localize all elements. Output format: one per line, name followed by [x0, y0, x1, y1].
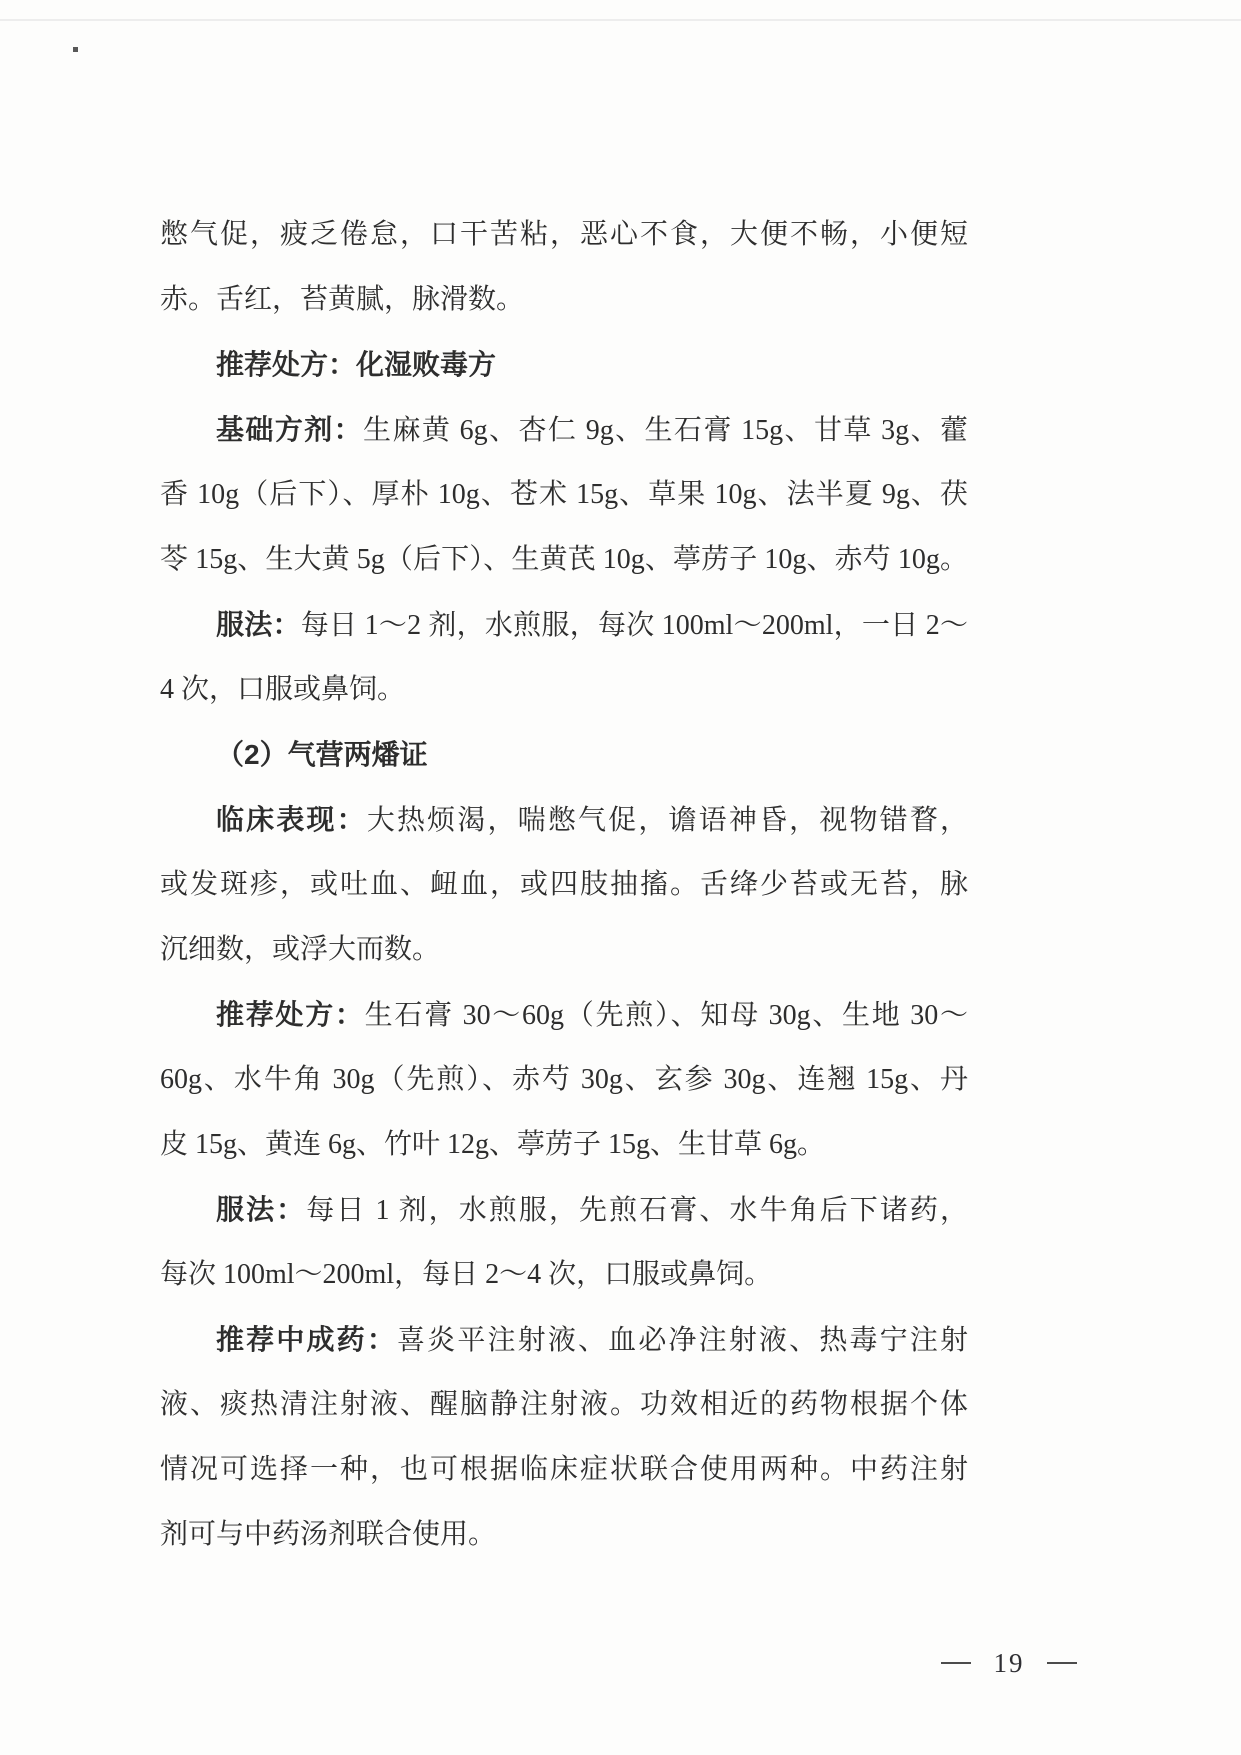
- text-line: [160, 592, 968, 657]
- page-footer: [941, 1646, 1077, 1680]
- text-run: 憋气促，疲乏倦怠，口干苦粘，恶心不食，大便不畅，小便短: [160, 219, 968, 250]
- text-run: 沉细数，或浮大而数。: [160, 934, 441, 965]
- text-run: 生石膏 30～60g（先煎）、知母 30g、生地 30～: [364, 1000, 968, 1031]
- text-run: 4 次，口服或鼻饲。: [160, 674, 406, 705]
- bold-label: 服法：: [216, 1194, 307, 1225]
- scan-dot-artifact: [73, 47, 78, 52]
- text-run: 每日 1～2 剂，水煎服，每次 100ml～200ml，一日 2～: [300, 610, 968, 641]
- text-run: 剂可与中药汤剂联合使用。: [160, 1519, 497, 1550]
- text-line: [160, 1437, 968, 1502]
- document-text-block: [160, 202, 968, 1567]
- text-line: [160, 202, 968, 267]
- text-line: [160, 1047, 968, 1112]
- text-run: 60g、水牛角 30g（先煎）、赤芍 30g、玄参 30g、连翘 15g、丹: [160, 1064, 968, 1095]
- bold-label: （2）气营两燔证: [216, 739, 428, 770]
- text-run: 情况可选择一种，也可根据临床症状联合使用两种。中药注射: [160, 1454, 968, 1485]
- text-line: [160, 462, 968, 527]
- text-run: 生麻黄 6g、杏仁 9g、生石膏 15g、甘草 3g、藿: [363, 415, 968, 446]
- bold-label: 推荐中成药：: [216, 1324, 397, 1355]
- bold-label: 推荐处方：化湿败毒方: [216, 349, 497, 380]
- text-run: 每次 100ml～200ml，每日 2～4 次，口服或鼻饲。: [160, 1259, 773, 1290]
- text-line: [160, 982, 968, 1047]
- text-line: [160, 1242, 968, 1307]
- text-run: 大热烦渴，喘憋气促，谵语神昏，视物错瞀，: [366, 805, 968, 836]
- text-line: [160, 1307, 968, 1372]
- footer-dash-right: [1047, 1662, 1077, 1664]
- bold-label: 临床表现：: [216, 804, 367, 835]
- section-heading: [160, 722, 968, 787]
- text-run: 或发斑疹，或吐血、衄血，或四肢抽搐。舌绛少苔或无苔，脉: [160, 869, 968, 900]
- text-run: 赤。舌红，苔黄腻，脉滑数。: [160, 284, 525, 315]
- text-run: 香 10g（后下）、厚朴 10g、苍术 15g、草果 10g、法半夏 9g、茯: [160, 479, 968, 510]
- text-line: [160, 1112, 968, 1177]
- text-line: [160, 657, 968, 722]
- bold-label: 服法：: [216, 609, 301, 640]
- text-run: 每日 1 剂，水煎服，先煎石膏、水牛角后下诸药，: [306, 1195, 968, 1226]
- text-line: [160, 397, 968, 462]
- text-line: [160, 527, 968, 592]
- text-run: 苓 15g、生大黄 5g（后下）、生黄芪 10g、葶苈子 10g、赤芍 10g。: [160, 544, 968, 575]
- text-line: [160, 917, 968, 982]
- text-line: [160, 1372, 968, 1437]
- footer-dash-left: [941, 1662, 971, 1664]
- section-heading: [160, 332, 968, 397]
- text-run: 皮 15g、黄连 6g、竹叶 12g、葶苈子 15g、生甘草 6g。: [160, 1129, 826, 1160]
- text-line: [160, 1177, 968, 1242]
- text-line: [160, 267, 968, 332]
- scan-edge-artifact: [0, 19, 1241, 21]
- text-line: [160, 1502, 968, 1567]
- text-line: [160, 787, 968, 852]
- page-number: 19: [993, 1647, 1025, 1678]
- text-run: 喜炎平注射液、血必净注射液、热毒宁注射: [397, 1325, 968, 1356]
- bold-label: 基础方剂：: [216, 414, 364, 445]
- text-run: 液、痰热清注射液、醒脑静注射液。功效相近的药物根据个体: [160, 1389, 968, 1420]
- text-line: [160, 852, 968, 917]
- bold-label: 推荐处方：: [216, 999, 365, 1030]
